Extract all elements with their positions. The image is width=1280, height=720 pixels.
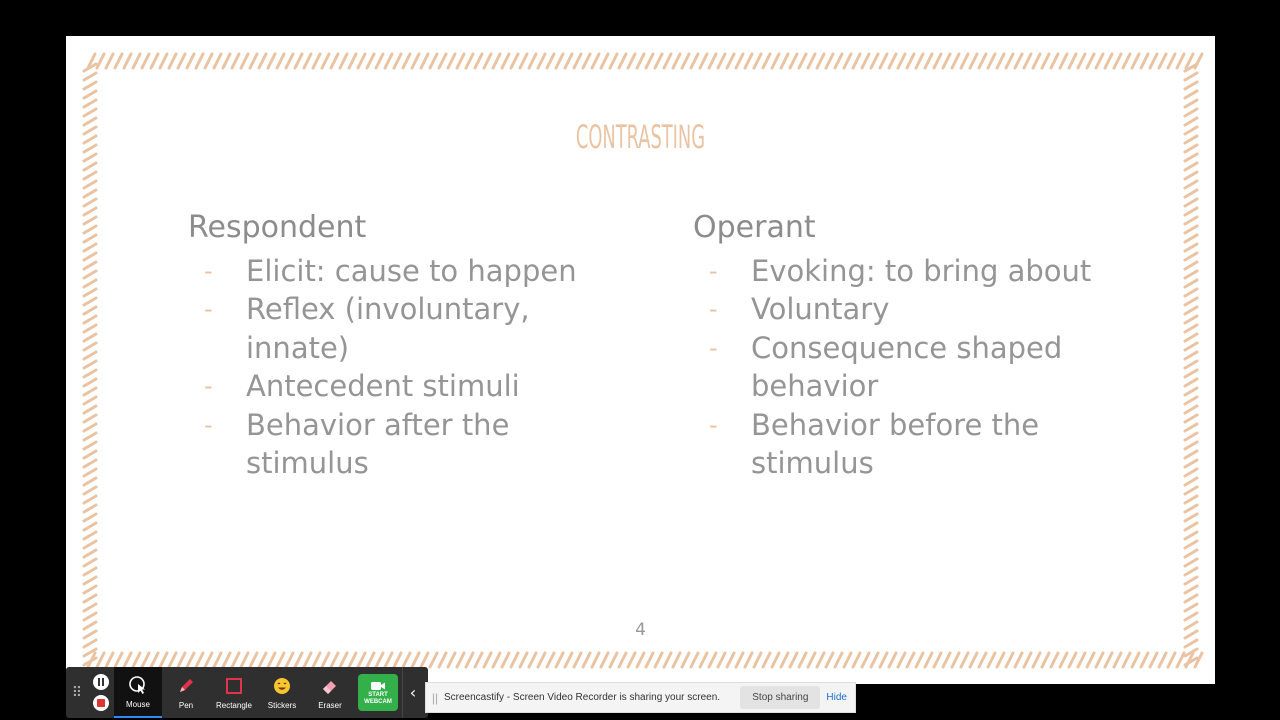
tool-label: Eraser [318,700,342,710]
collapse-toolbar-chevron-icon[interactable]: ‹ [402,667,423,718]
bullet-dash: - [204,295,213,324]
webcam-icon [370,680,386,692]
tool-mouse[interactable] [114,667,162,718]
bullet-dash: - [709,257,718,285]
tool-rectangle[interactable] [210,667,258,718]
column-heading: Respondent [188,210,367,245]
list-item: - Reflex (involuntary, innate) [204,292,530,365]
sticker-face-icon [272,676,292,696]
mouse-cursor-icon [128,675,148,695]
annotation-toolbar [66,667,428,718]
stop-recording-button[interactable] [93,695,109,711]
tool-pen[interactable] [162,667,210,718]
tool-label: Rectangle [215,700,253,710]
screen-sharing-bar [425,682,856,713]
hide-button[interactable]: Hide [826,692,847,703]
bullet-dash: - [204,257,213,285]
bullet-dash: - [709,410,718,439]
pen-icon [176,676,196,696]
list-item: - Evoking: to bring about [693,252,1113,290]
column-heading: Operant [693,210,816,245]
eraser-icon [320,676,340,696]
start-webcam-button[interactable] [358,674,398,711]
respondent-column [188,208,608,482]
slide-title: CONTRASTING [575,118,706,156]
drag-handle-icon[interactable]: || [431,690,439,705]
bullet-dash: - [709,333,718,362]
recording-controls [88,667,114,718]
presentation-slide [66,36,1215,684]
operant-column [693,208,1113,482]
list-item: - Voluntary [693,290,1113,328]
list-item: - Consequence shaped behavior [709,330,1063,404]
list-item: - Elicit: cause to happen [188,252,608,290]
pause-recording-button[interactable] [93,674,109,690]
tool-label: Stickers [267,700,297,710]
list-item: - Behavior after the stimulus [204,407,510,481]
stop-sharing-button[interactable]: Stop sharing [740,686,820,709]
webcam-label: START WEBCAM [364,691,392,705]
bullet-dash: - [204,410,213,439]
drag-handle-icon[interactable]: ⠿ [71,684,83,701]
tool-label: Pen [178,700,194,710]
bullet-dash: - [709,295,718,324]
tool-eraser[interactable] [306,667,354,718]
tool-stickers[interactable] [258,667,306,718]
sharing-message: Screencastify - Screen Video Recorder is sharing your screen. [444,692,721,703]
page-number: 4 [635,620,646,640]
bullet-dash: - [204,372,213,401]
list-item: - Antecedent stimuli [188,367,608,405]
list-item: - Behavior before the stimulus [709,407,1040,481]
rectangle-icon [224,676,244,696]
tool-label: Mouse [125,699,150,709]
